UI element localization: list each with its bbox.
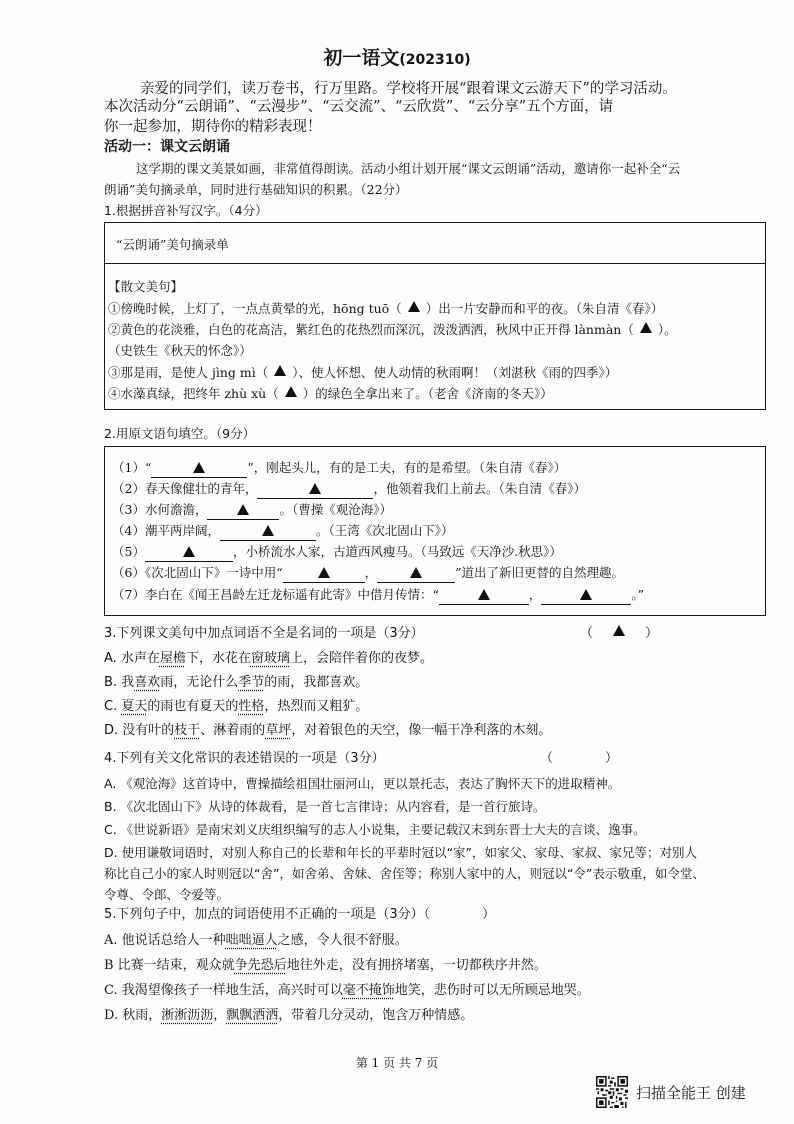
q2-i6-comma: ， bbox=[364, 565, 378, 580]
answer-blank[interactable] bbox=[151, 461, 247, 478]
answer-blank-marker bbox=[237, 504, 249, 515]
q4-option-d-line-2: 称比自己小的家人时则冠以“舍”，如舍弟、舍妹、舍侄等；称别人家中的人，则冠以“令”表示敬重，如令堂、 bbox=[104, 866, 705, 881]
q4-option-d-line-3: 令尊、令郎、令爱等。 bbox=[104, 887, 230, 902]
dotted-word: 咄咄逼人 bbox=[225, 933, 278, 948]
qr-code-icon bbox=[596, 1076, 628, 1108]
q2-item-1 bbox=[112, 459, 566, 478]
q2-i3-before: （3）水何澹澹， bbox=[112, 502, 208, 517]
q1-title: 1.根据拼音补写汉字。（4分） bbox=[104, 203, 268, 218]
answer-blank-marker bbox=[183, 546, 195, 557]
q3-c-mid: 的雨也有夏天的 bbox=[147, 699, 239, 714]
q5-b-post: 地往外走，没有拥挤堵塞，一切都秩序井然。 bbox=[286, 958, 547, 973]
q5-b-pre: B 比赛一结束，观众就 bbox=[104, 958, 235, 973]
q1-s3-before: ③那是雨，是使人 jìng mì（ bbox=[108, 365, 269, 380]
q3-option-a[interactable] bbox=[104, 650, 433, 668]
q3-paren-open: （ bbox=[580, 626, 594, 641]
q5-option-a[interactable] bbox=[104, 932, 408, 950]
q1-s2-after: ）。 bbox=[657, 322, 677, 337]
q3-a-post: 上，会陪伴着你的夜梦。 bbox=[289, 651, 433, 666]
q3-title: 3.下列课文美句中加点词语不全是名词的一项是（3分） bbox=[104, 626, 424, 641]
q5-option-d[interactable] bbox=[104, 1007, 473, 1025]
q5-a-pre: A. 他说话总给人一种 bbox=[104, 933, 226, 948]
intro-line-2: 本次活动分“云朗诵”、“云漫步”、“云交流”、“云欣赏”、“云分享”五个方面，请 bbox=[104, 99, 614, 115]
q1-sentence-2-source: （史铁生《秋天的怀念》） bbox=[108, 343, 252, 358]
answer-blank[interactable] bbox=[145, 545, 233, 562]
dotted-word: 毫不掩饰 bbox=[342, 983, 395, 998]
activity-1-desc-2: 朗诵”美句摘录单，同时进行基础知识的积累。（22分） bbox=[104, 182, 408, 197]
answer-blank-marker bbox=[193, 462, 205, 473]
q5-a-post: 之感，令人很不舒服。 bbox=[277, 933, 408, 948]
q2-i4-before: （4）潮平两岸阔， bbox=[112, 523, 220, 538]
intro-line-1: 亲爱的同学们，读万卷书，行万里路。学校将开展“跟着课文云游天下”的学习活动。 bbox=[140, 81, 677, 97]
answer-blank[interactable] bbox=[377, 566, 455, 583]
q5-d-mid: ， bbox=[213, 1008, 227, 1023]
dotted-word: 枝干 bbox=[174, 723, 201, 738]
q3-a-mid: 下，水花在 bbox=[185, 651, 251, 666]
q3-b-mid: 雨，无论什么 bbox=[160, 675, 239, 690]
dotted-word: 性格 bbox=[238, 699, 265, 714]
dotted-word: 飘飘洒洒 bbox=[226, 1008, 279, 1023]
dotted-word: 喜欢 bbox=[134, 675, 161, 690]
excerpt-box-title: “云朗诵”美句摘录单 bbox=[116, 237, 229, 252]
q3-c-post: ，热烈而又粗犷。 bbox=[264, 699, 369, 714]
q2-i7-before: （7）李白在《闻王昌龄左迁龙标遥有此寄》中借月传情：“ bbox=[112, 587, 439, 602]
dotted-word: 屋檐 bbox=[159, 651, 186, 666]
q3-b-post: 的雨，我都喜欢。 bbox=[264, 675, 369, 690]
q2-i3-after: 。（曹操《观沧海》） bbox=[279, 502, 392, 517]
q2-title: 2.用原文语句填空。（9分） bbox=[104, 426, 256, 441]
q4-option-c[interactable]: C. 《世说新语》是南宋刘义庆组织编写的志人小说集，主要记载汉末到东晋士大夫的言谈、逸事。 bbox=[104, 822, 646, 837]
q3-d-mid: 、淋着雨的 bbox=[200, 723, 266, 738]
q3-answer-paren[interactable] bbox=[580, 625, 658, 643]
camscanner-watermark bbox=[596, 1076, 746, 1108]
answer-blank-marker bbox=[478, 589, 490, 600]
q3-option-c[interactable] bbox=[104, 698, 368, 716]
q3-option-b[interactable] bbox=[104, 674, 368, 692]
answer-blank-marker bbox=[274, 365, 286, 376]
q1-sentence-3 bbox=[108, 364, 617, 382]
q2-i7-comma: ， bbox=[528, 587, 542, 602]
answer-blank-marker bbox=[640, 322, 652, 333]
q5-d-post: ，带着几分灵动，饱含万种情感。 bbox=[278, 1008, 474, 1023]
q5-d-pre: D. 秋雨， bbox=[104, 1008, 162, 1023]
q2-i4-after: 。（王湾《次北固山下》） bbox=[315, 523, 454, 538]
q1-s3-after: ）、使人怀想、使人动情的秋雨啊！（刘湛秋《雨的四季》） bbox=[292, 365, 618, 380]
dotted-word: 季节 bbox=[238, 675, 265, 690]
activity-1-title: 活动一：课文云朗诵 bbox=[104, 139, 230, 155]
answer-blank[interactable] bbox=[207, 503, 279, 520]
excerpt-box-divider bbox=[104, 263, 766, 264]
q2-item-6 bbox=[112, 564, 624, 583]
answer-blank-marker bbox=[410, 567, 422, 578]
q4-answer-paren[interactable]: （ ） bbox=[540, 751, 619, 766]
q2-i2-after: ，他领着我们上前去。（朱自清《春》） bbox=[373, 481, 586, 496]
q2-i6-after: ”道出了新旧更替的自然理趣。 bbox=[455, 565, 625, 580]
title-code: (202310) bbox=[399, 52, 471, 68]
q1-sentence-2 bbox=[108, 321, 677, 339]
dotted-word: 淅淅沥沥 bbox=[161, 1008, 214, 1023]
answer-blank[interactable] bbox=[257, 482, 373, 499]
q4-option-a[interactable]: A. 《观沧海》这首诗中，曹操描绘祖国壮丽河山，更以景托志，表达了胸怀天下的进取精神。 bbox=[104, 776, 621, 791]
q2-i1-before: （1）“ bbox=[112, 460, 152, 475]
dotted-word: 草坪 bbox=[265, 723, 292, 738]
q3-option-d[interactable] bbox=[104, 722, 551, 740]
answer-blank-marker bbox=[580, 589, 592, 600]
answer-blank[interactable] bbox=[439, 588, 529, 605]
q1-s4-before: ④水藻真绿，把终年 zhù xù（ bbox=[108, 386, 279, 401]
dotted-word: 争先恐后 bbox=[234, 958, 287, 973]
q2-item-5 bbox=[112, 543, 562, 562]
title-main: 初一语文 bbox=[323, 47, 400, 69]
answer-blank-marker bbox=[613, 625, 625, 636]
q1-s1-before: ①傍晚时候，上灯了，一点点黄晕的光，hōng tuō（ bbox=[108, 301, 402, 316]
q5-option-c[interactable] bbox=[104, 982, 590, 1000]
q2-i1-after: ”，刚起头儿，有的是工夫，有的是希望。（朱自清《春》） bbox=[247, 460, 567, 475]
q4-option-d-line-1[interactable]: D. 使用谦敬词语时，对别人称自己的长辈和年长的平辈时冠以“家”，如家父、家母、家叔、家兄等；对别人 bbox=[104, 845, 698, 860]
answer-blank-marker bbox=[408, 301, 420, 312]
q3-paren-close: ） bbox=[645, 626, 659, 641]
q3-d-post: ，对着银色的天空，像一幅干净利落的木刻。 bbox=[291, 723, 552, 738]
answer-blank-marker bbox=[318, 567, 330, 578]
dotted-word: 夏天 bbox=[121, 699, 148, 714]
q3-c-pre: C. bbox=[104, 699, 122, 714]
prose-section-label: 【散文美句】 bbox=[108, 279, 184, 294]
q1-sentence-1 bbox=[108, 300, 663, 318]
intro-line-3: 你一起参加，期待你的精彩表现！ bbox=[104, 119, 322, 135]
q2-item-4 bbox=[112, 522, 453, 541]
q3-a-pre: A. 水声在 bbox=[104, 651, 160, 666]
q1-s4-after: ）的绿色全拿出来了。（老舍《济南的冬天》） bbox=[302, 386, 553, 401]
q5-c-pre: C. 我渴望像孩子一样地生活，高兴时可以 bbox=[104, 983, 343, 998]
page-title bbox=[0, 43, 794, 70]
answer-blank[interactable] bbox=[220, 524, 316, 541]
answer-blank-marker bbox=[285, 386, 297, 397]
q2-i5-after: ，小桥流水人家，古道西风瘦马。（马致远《天净沙.秋思》） bbox=[232, 544, 562, 559]
q1-s1-after: ）出一片安静而和平的夜。（朱自清《春》） bbox=[425, 301, 664, 316]
q1-sentence-4 bbox=[108, 385, 553, 403]
q4-title: 4.下列有关文化常识的表述错误的一项是（3分） bbox=[104, 751, 385, 766]
answer-blank[interactable] bbox=[283, 566, 365, 583]
q5-title: 5.下列句子中，加点的词语使用不正确的一项是（3分）（ ） bbox=[104, 907, 496, 922]
q2-item-7 bbox=[112, 586, 644, 605]
answer-blank[interactable] bbox=[541, 588, 631, 605]
q1-s2-before: ②黄色的花淡雅，白色的花高洁，紫红色的花热烈而深沉，泼泼洒洒，秋风中正开得 lànmàn（ bbox=[108, 322, 634, 337]
answer-blank-marker bbox=[309, 483, 321, 494]
q5-c-post: 地笑，悲伤时可以无所顾忌地哭。 bbox=[394, 983, 590, 998]
dotted-word: 窗玻璃 bbox=[250, 651, 290, 666]
q3-d-pre: D. 没有叶的 bbox=[104, 723, 175, 738]
answer-blank-marker bbox=[262, 525, 274, 536]
q2-item-2 bbox=[112, 480, 586, 499]
q2-i7-after: 。” bbox=[631, 587, 645, 602]
q2-i5-before: （5） bbox=[112, 544, 145, 559]
q4-option-b[interactable]: B. 《次北固山下》从诗的体裁看，是一首七言律诗；从内容看，是一首行旅诗。 bbox=[104, 799, 546, 814]
page-number: 第 1 页 共 7 页 bbox=[355, 1056, 439, 1070]
q3-b-pre: B. 我 bbox=[104, 675, 135, 690]
q2-item-3 bbox=[112, 501, 392, 520]
activity-1-desc-1: 这学期的课文美景如画，非常值得朗读。活动小组计划开展“课文云朗诵”活动，邀请你一起补全“云 bbox=[136, 161, 681, 176]
q5-option-b[interactable] bbox=[104, 957, 547, 975]
q2-i6-before: （6）《次北固山下》一诗中用“ bbox=[112, 565, 283, 580]
q2-i2-before: （2）春天像健壮的青年， bbox=[112, 481, 258, 496]
camscanner-text: 扫描全能王 创建 bbox=[636, 1083, 746, 1102]
